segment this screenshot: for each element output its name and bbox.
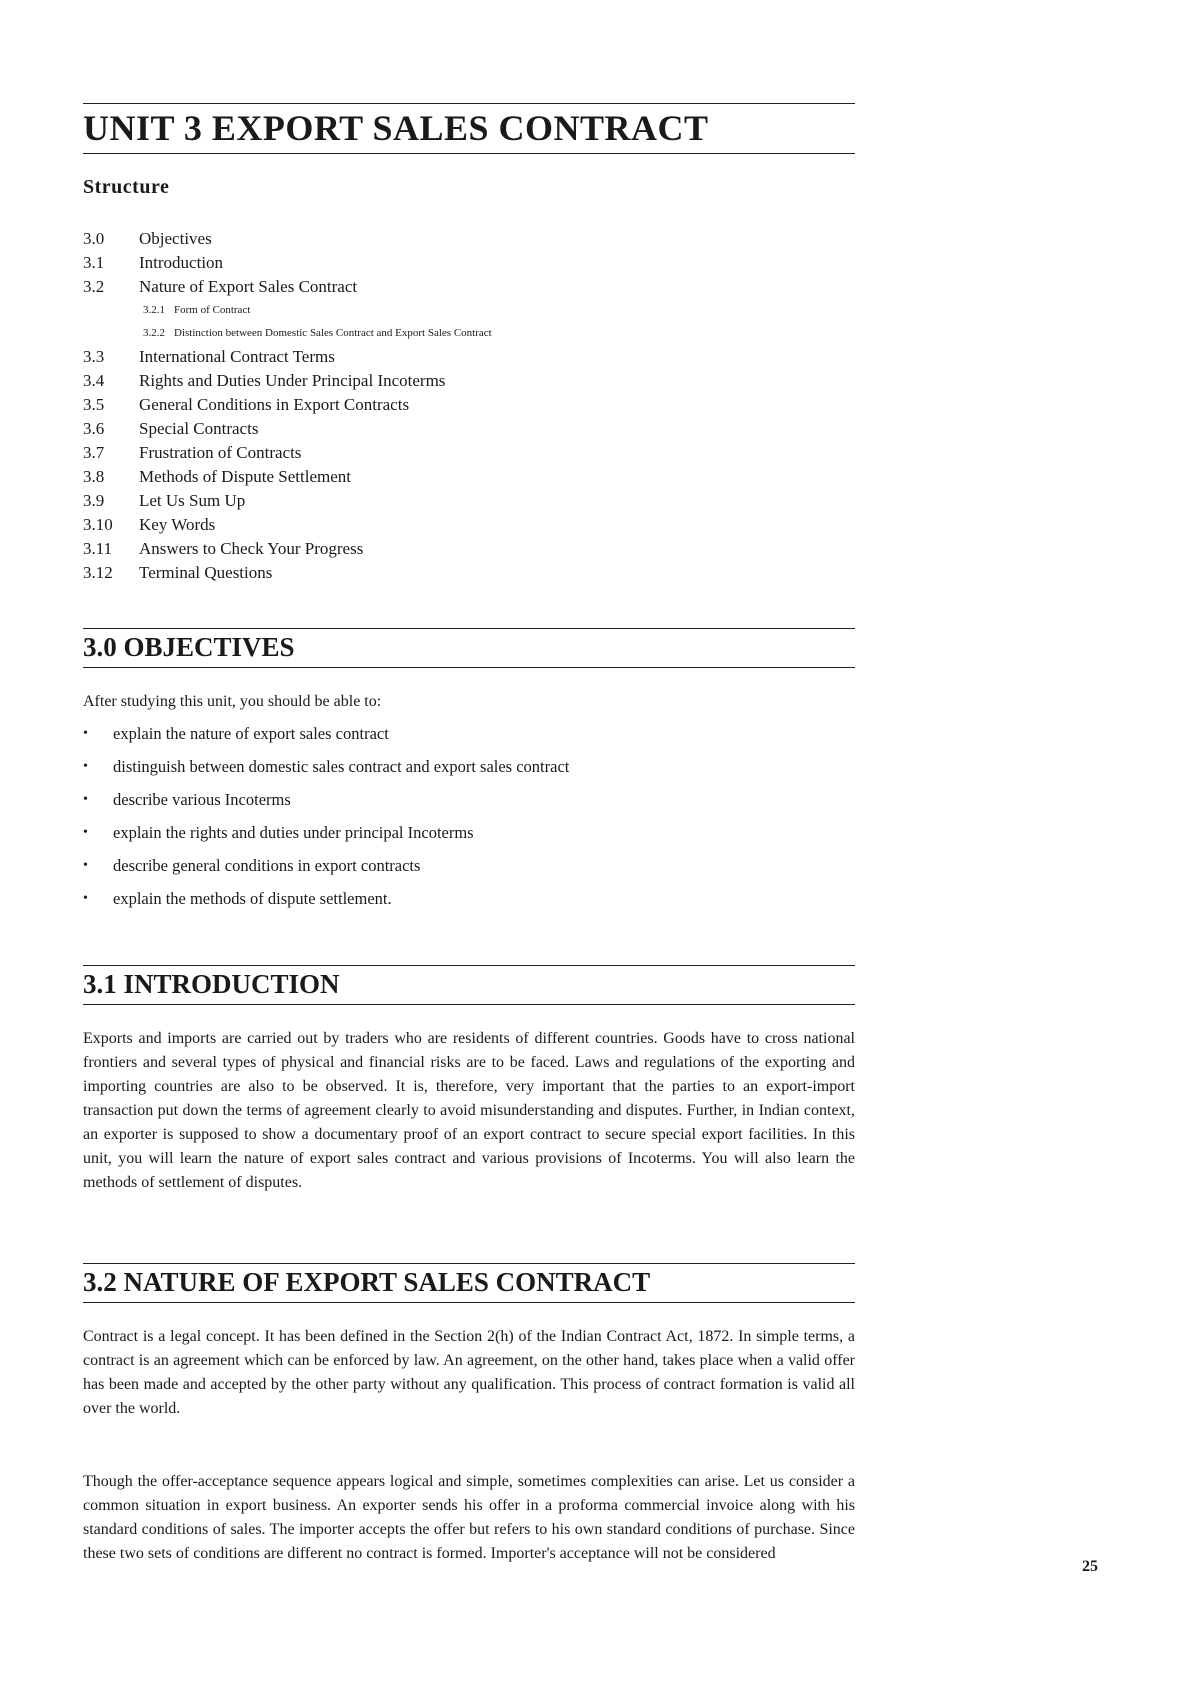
section-rule	[83, 667, 855, 668]
section-rule	[83, 1004, 855, 1005]
toc-text: Distinction between Domestic Sales Contract and Export Sales Contract	[174, 327, 492, 339]
toc-item	[83, 369, 855, 393]
objective-item	[83, 854, 855, 887]
toc-number: 3.2.2	[143, 327, 165, 339]
toc-item	[83, 227, 855, 251]
toc-text: Special Contracts	[139, 419, 259, 438]
toc-item	[83, 465, 855, 489]
toc-number: 3.8	[83, 467, 105, 486]
objective-text: explain the rights and duties under principal Incoterms	[113, 823, 474, 842]
toc-text: Let Us Sum Up	[139, 491, 246, 510]
section-rule	[83, 965, 855, 966]
toc-number: 3.0	[83, 229, 105, 248]
toc-text: Objectives	[139, 229, 212, 248]
objectives-list	[83, 722, 855, 920]
toc-number: 3.7	[83, 443, 105, 462]
objective-text: distinguish between domestic sales contract and export sales contract	[113, 757, 570, 776]
toc-text: Introduction	[139, 253, 224, 272]
toc-text: Form of Contract	[174, 304, 251, 316]
toc-number: 3.5	[83, 395, 105, 414]
toc-text: Frustration of Contracts	[139, 443, 302, 462]
objective-item	[83, 821, 855, 854]
toc-number: 3.3	[83, 347, 105, 366]
toc-item	[83, 251, 855, 275]
toc-number: 3.2	[83, 277, 105, 296]
toc-text: Terminal Questions	[139, 563, 273, 582]
toc-text: General Conditions in Export Contracts	[139, 395, 410, 414]
objectives-intro: After studying this unit, you should be able to:	[83, 693, 382, 710]
objective-text: explain the methods of dispute settlement.	[113, 889, 392, 908]
objective-item	[83, 887, 855, 920]
page-number: 25	[1082, 1558, 1098, 1575]
objective-text: describe various Incoterms	[113, 790, 291, 809]
nature-paragraph-2: Though the offer-acceptance sequence appears logical and simple, sometimes complexities can arise. Let us consider a common situation in export business. An exporter sends his offer in a proforma commercial invoice along with his standard conditions of sales. The importer accepts the offer but refers to his own standard conditions of purchase. Since these two sets of conditions are different no contract is formed. Importer's acceptance will not be considered	[83, 1473, 855, 1562]
top-rule	[83, 103, 855, 104]
objective-text: describe general conditions in export contracts	[113, 856, 421, 875]
toc-item	[83, 393, 855, 417]
toc-item	[83, 513, 855, 537]
section-rule	[83, 1302, 855, 1303]
toc-number: 3.9	[83, 491, 105, 510]
bullet-icon: •	[83, 759, 88, 774]
introduction-paragraph: Exports and imports are carried out by traders who are residents of different countries. Goods have to cross national frontiers and several types of physical and financial risks are to be faced. Laws and regulations of the exporting and importing countries are also to be observed. It is, therefore, very important that the parties to an export-import transaction put down the terms of agreement clearly to avoid misunderstanding and disputes. Further, in Indian context, an exporter is supposed to show a documentary proof of an export contract to secure special export facilities. In this unit, you will learn the nature of export sales contract and various provisions of Incoterms. You will also learn the methods of settlement of disputes.	[83, 1030, 855, 1191]
bullet-icon: •	[83, 825, 88, 840]
introduction-heading: 3.1 INTRODUCTION	[83, 969, 340, 999]
table-of-contents	[83, 227, 855, 585]
toc-number: 3.2.1	[143, 304, 165, 316]
toc-number: 3.1	[83, 253, 105, 272]
structure-heading: Structure	[83, 176, 170, 198]
section-rule	[83, 1263, 855, 1264]
toc-subitem	[83, 322, 855, 345]
nature-paragraph-1: Contract is a legal concept. It has been defined in the Section 2(h) of the Indian Contract Act, 1872. In simple terms, a contract is an agreement which can be enforced by law. An agreement, on the other hand, takes place when a valid offer has been made and accepted by the other party without any qualification. This process of contract formation is valid all over the world.	[83, 1328, 855, 1417]
toc-item	[83, 441, 855, 465]
unit-title: UNIT 3 EXPORT SALES CONTRACT	[83, 108, 709, 148]
bullet-icon: •	[83, 891, 88, 906]
toc-item	[83, 275, 855, 299]
objectives-heading: 3.0 OBJECTIVES	[83, 632, 295, 662]
bullet-icon: •	[83, 726, 88, 741]
toc-number: 3.6	[83, 419, 105, 438]
section-rule	[83, 628, 855, 629]
toc-text: Nature of Export Sales Contract	[139, 277, 358, 296]
bullet-icon: •	[83, 792, 88, 807]
toc-number: 3.12	[83, 563, 113, 582]
objective-item	[83, 722, 855, 755]
toc-text: Answers to Check Your Progress	[139, 539, 364, 558]
toc-item	[83, 345, 855, 369]
toc-item	[83, 537, 855, 561]
toc-text: Rights and Duties Under Principal Incoterms	[139, 371, 446, 390]
toc-item	[83, 417, 855, 441]
toc-item	[83, 561, 855, 585]
toc-number: 3.4	[83, 371, 105, 390]
objective-item	[83, 788, 855, 821]
toc-text: Key Words	[139, 515, 216, 534]
toc-item	[83, 489, 855, 513]
toc-subitem	[83, 299, 855, 322]
title-underline	[83, 153, 855, 154]
nature-heading: 3.2 NATURE OF EXPORT SALES CONTRACT	[83, 1267, 651, 1297]
toc-text: International Contract Terms	[139, 347, 335, 366]
objective-text: explain the nature of export sales contract	[113, 724, 389, 743]
toc-number: 3.11	[83, 539, 113, 558]
toc-number: 3.10	[83, 515, 113, 534]
toc-text: Methods of Dispute Settlement	[139, 467, 352, 486]
bullet-icon: •	[83, 858, 88, 873]
objective-item	[83, 755, 855, 788]
